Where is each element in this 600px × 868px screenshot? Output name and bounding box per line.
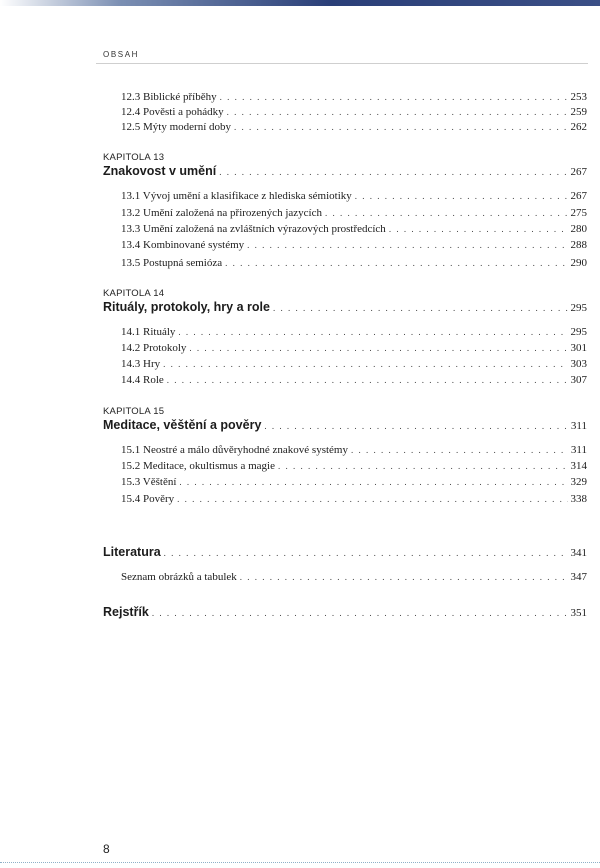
leader-dots bbox=[189, 341, 567, 355]
toc-chapter-page: 341 bbox=[570, 547, 587, 559]
toc-entry bbox=[121, 570, 587, 584]
toc-entry bbox=[121, 120, 587, 134]
toc-entry-page: 347 bbox=[570, 571, 587, 583]
chapter-label: KAPITOLA 14 bbox=[103, 288, 165, 299]
chapter-label: KAPITOLA 15 bbox=[103, 406, 165, 417]
toc-entry-title: 12.5 Mýty moderní doby bbox=[121, 121, 231, 133]
toc-chapter bbox=[103, 545, 587, 561]
leader-dots bbox=[179, 475, 567, 489]
leader-dots bbox=[219, 165, 567, 180]
leader-dots bbox=[264, 419, 568, 434]
leader-dots bbox=[278, 459, 568, 473]
toc-entry bbox=[121, 105, 587, 119]
leader-dots bbox=[389, 222, 568, 236]
toc-entry-title: 13.2 Umění založená na přirozených jazycích bbox=[121, 207, 322, 219]
leader-dots bbox=[227, 105, 568, 119]
toc-entry-page: 303 bbox=[570, 358, 587, 370]
leader-dots bbox=[167, 373, 568, 387]
toc-entry bbox=[121, 492, 587, 506]
header-rule bbox=[96, 63, 588, 64]
toc-entry-page: 288 bbox=[570, 239, 587, 251]
leader-dots bbox=[247, 238, 567, 252]
leader-dots bbox=[225, 256, 567, 270]
toc-entry-title: 13.5 Postupná semióza bbox=[121, 257, 223, 269]
toc-entry-title: 15.2 Meditace, okultismus a magie bbox=[121, 460, 275, 472]
toc-chapter-title: Meditace, věštění a pověry bbox=[103, 418, 262, 432]
toc-entry-page: 338 bbox=[570, 493, 587, 505]
running-header: OBSAH bbox=[103, 50, 140, 59]
toc-chapter bbox=[103, 605, 587, 621]
toc-entry bbox=[121, 222, 587, 236]
toc-entry bbox=[121, 357, 587, 371]
leader-dots bbox=[177, 492, 567, 506]
leader-dots bbox=[178, 325, 567, 339]
toc-entry bbox=[121, 90, 587, 104]
toc-entry bbox=[121, 475, 587, 489]
leader-dots bbox=[163, 357, 567, 371]
toc-chapter-page: 311 bbox=[570, 420, 587, 432]
toc-entry bbox=[121, 459, 587, 473]
leader-dots bbox=[355, 189, 568, 203]
chapter-label: KAPITOLA 13 bbox=[103, 152, 165, 163]
toc-entry-page: 259 bbox=[570, 106, 587, 118]
toc-entry-title: 14.3 Hry bbox=[121, 358, 161, 370]
toc-entry-title: 12.4 Pověsti a pohádky bbox=[121, 106, 224, 118]
leader-dots bbox=[164, 546, 568, 561]
leader-dots bbox=[325, 206, 568, 220]
leader-dots bbox=[152, 606, 568, 621]
toc-entry-page: 275 bbox=[570, 207, 587, 219]
toc-entry-page: 295 bbox=[570, 326, 587, 338]
bottom-edge-rule bbox=[0, 862, 600, 863]
toc-chapter-page: 295 bbox=[570, 302, 587, 314]
toc-entry-title: 15.4 Pověry bbox=[121, 493, 175, 505]
toc-chapter bbox=[103, 300, 587, 316]
leader-dots bbox=[351, 443, 568, 457]
toc-entry-page: 307 bbox=[570, 374, 587, 386]
leader-dots bbox=[234, 120, 568, 134]
toc-chapter-title: Literatura bbox=[103, 545, 161, 559]
leader-dots bbox=[220, 90, 568, 104]
toc-entry-title: 13.4 Kombinované systémy bbox=[121, 239, 245, 251]
toc-entry bbox=[121, 443, 587, 457]
toc-entry-page: 280 bbox=[570, 223, 587, 235]
toc-entry bbox=[121, 256, 587, 270]
toc-entry-title: 15.1 Neostré a málo důvěryhodné znakové systémy bbox=[121, 444, 348, 456]
toc-entry-page: 290 bbox=[570, 257, 587, 269]
toc-entry bbox=[121, 373, 587, 387]
toc-entry bbox=[121, 341, 587, 355]
toc-entry-page: 301 bbox=[570, 342, 587, 354]
toc-entry-page: 329 bbox=[570, 476, 587, 488]
toc-entry-title: 14.2 Protokoly bbox=[121, 342, 187, 354]
toc-entry-page: 311 bbox=[570, 444, 587, 456]
toc-entry-title: 13.3 Umění založená na zvláštních výrazových prostředcích bbox=[121, 223, 386, 235]
toc-chapter bbox=[103, 418, 587, 434]
toc-entry-page: 262 bbox=[570, 121, 587, 133]
toc-entry-title: 13.1 Vývoj umění a klasifikace z hlediska sémiotiky bbox=[121, 190, 352, 202]
toc-chapter-title: Rejstřík bbox=[103, 605, 149, 619]
page-number: 8 bbox=[103, 842, 110, 856]
toc-entry-title: Seznam obrázků a tabulek bbox=[121, 571, 237, 583]
toc-chapter-page: 267 bbox=[570, 166, 587, 178]
top-edge-gap bbox=[0, 6, 600, 9]
toc-chapter-title: Rituály, protokoly, hry a role bbox=[103, 300, 270, 314]
toc-entry-page: 267 bbox=[570, 190, 587, 202]
toc-chapter-page: 351 bbox=[570, 607, 587, 619]
toc-entry bbox=[121, 189, 587, 203]
leader-dots bbox=[240, 570, 568, 584]
toc-chapter-title: Znakovost v umění bbox=[103, 164, 217, 178]
toc-entry bbox=[121, 238, 587, 252]
toc-entry-title: 14.4 Role bbox=[121, 374, 164, 386]
leader-dots bbox=[273, 301, 568, 316]
toc-entry bbox=[121, 325, 587, 339]
toc-entry-title: 14.1 Rituály bbox=[121, 326, 176, 338]
toc-entry-page: 314 bbox=[570, 460, 587, 472]
toc-entry-page: 253 bbox=[570, 91, 587, 103]
toc-entry bbox=[121, 206, 587, 220]
toc-chapter bbox=[103, 164, 587, 180]
toc-entry-title: 12.3 Biblické příběhy bbox=[121, 91, 217, 103]
toc-entry-title: 15.3 Věštění bbox=[121, 476, 177, 488]
